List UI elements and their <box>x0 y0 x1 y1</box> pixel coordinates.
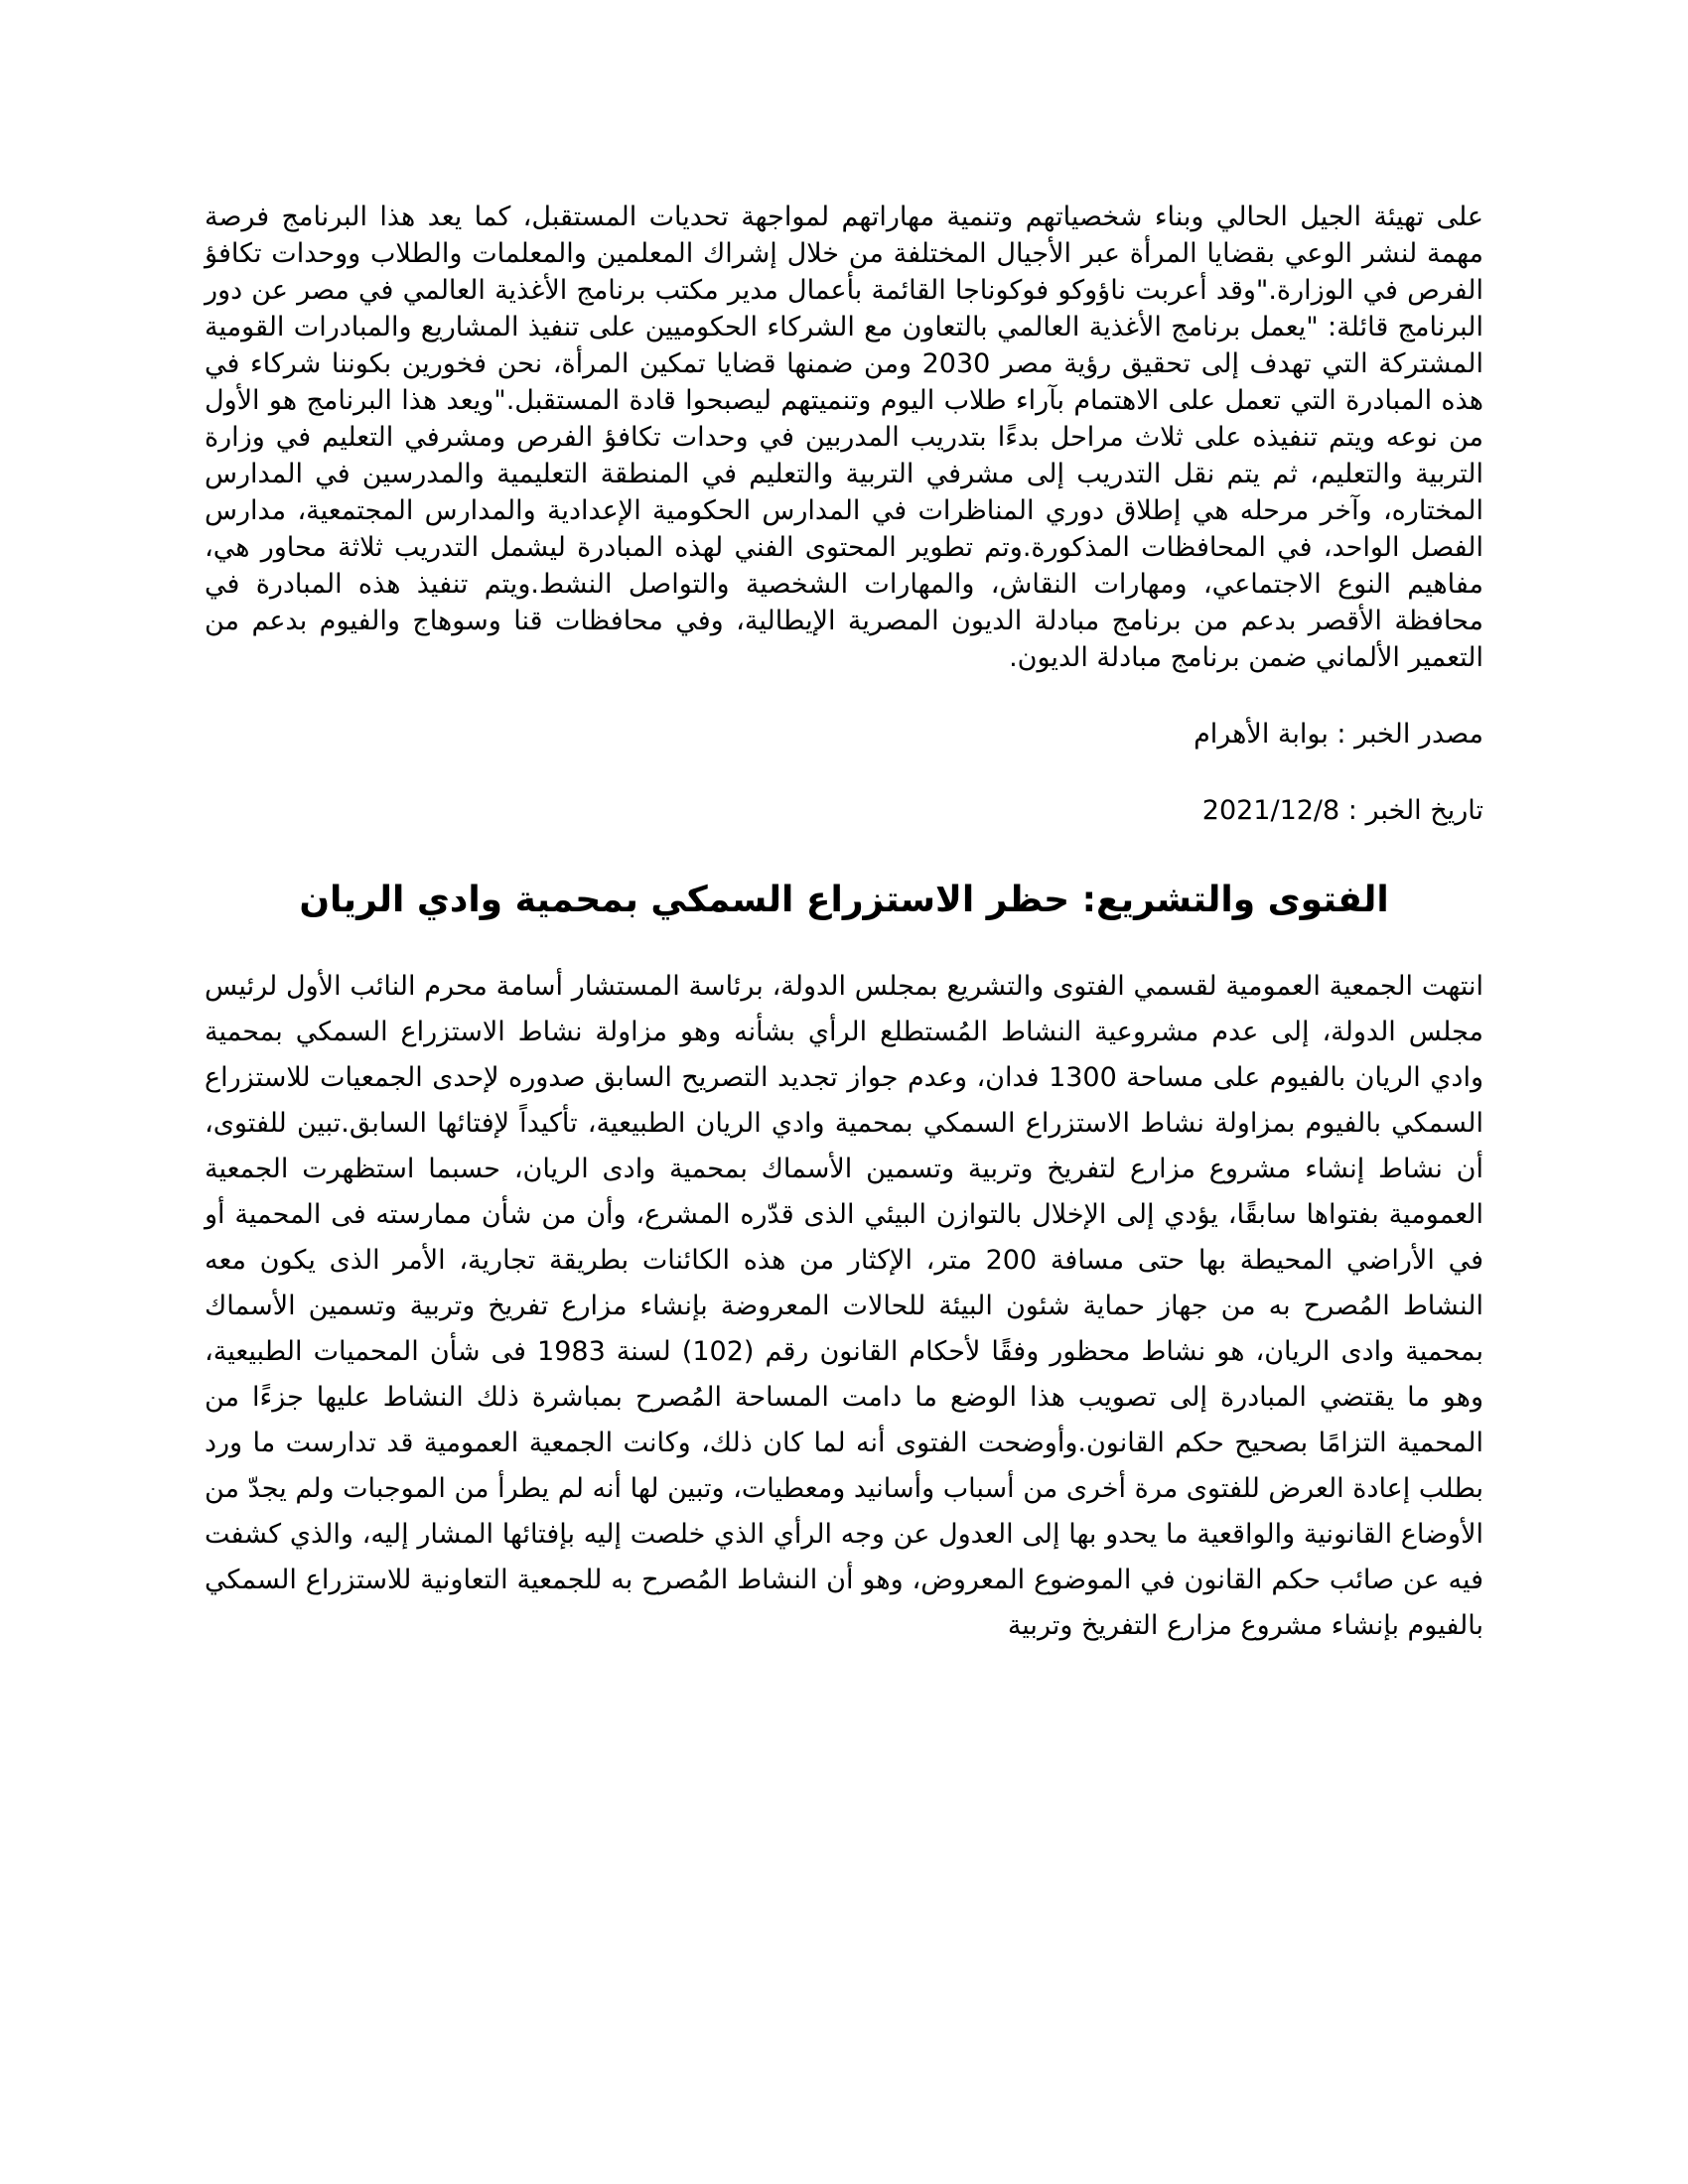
news-date-line: تاريخ الخبر : 2021/12/8 <box>1201 795 1483 826</box>
article-body-paragraph: على تهيئة الجيل الحالي وبناء شخصياتهم وتنمية مهاراتهم لمواجهة تحديات المستقبل، كما يعد هذا البرنامج فرصة مهمة لنشر الوعي بقضايا المرأة عبر الأجيال المختلفة من خلال إشراك المعلمين والمعلمات والطلاب ووحدات تكافؤ الفرص في الوزارة."وقد أعربت ناؤوكو فوكوناجا القائمة بأعمال مدير مكتب برنامج الأغذية العالمي في مصر عن دور البرنامج قائلة: "يعمل برنامج الأغذية العالمي بالتعاون مع الشركاء الحكوميين على تنفيذ المشاريع والمبادرات القومية المشتركة التي تهدف إلى تحقيق رؤية مصر 2030 ومن ضمنها قضايا تمكين المرأة، نحن فخورين بكوننا شركاء في هذه المبادرة التي تعمل على الاهتمام بآراء طلاب اليوم وتنميتهم ليصبحوا قادة المستقبل."ويعد هذا البرنامج هو الأول من نوعه ويتم تنفيذه على ثلاث مراحل بدءًا بتدريب المدربين في وحدات تكافؤ الفرص ومشرفي التعليم في وزارة التربية والتعليم، ثم يتم نقل التدريب إلى مشرفي التربية والتعليم في المنطقة التعليمية والمدرسين في المدارس المختاره، وآخر مرحله هي إطلاق دوري المناظرات في المدارس الحكومية الإعدادية والمدارس المجتمعية، مدارس الفصل الواحد، في المحافظات المذكورة.وتم تطوير المحتوى الفني لهذه المبادرة ليشمل التدريب ثلاثة محاور هي، مفاهيم النوع الاجتماعي، ومهارات النقاش، والمهارات الشخصية والتواصل النشط.ويتم تنفيذ هذه المبادرة في محافظة الأقصر بدعم من برنامج مبادلة الديون المصرية الإيطالية، وفي محافظات قنا وسوهاج والفيوم بدعم من التعمير الألماني ضمن برنامج مبادلة الديون. <box>205 202 1483 673</box>
article-body-paragraph-2: انتهت الجمعية العمومية لقسمي الفتوى والتشريع بمجلس الدولة، برئاسة المستشار أسامة محرم النائب الأول لرئيس مجلس الدولة، إلى عدم مشروعية النشاط المُستطلع الرأي بشأنه وهو مزاولة نشاط الاستزراع السمكي بمحمية وادي الريان بالفيوم على مساحة 1300 فدان، وعدم جواز تجديد التصريح السابق صدوره لإحدى الجمعيات للاستزراع السمكي بالفيوم بمزاولة نشاط الاستزراع السمكي بمحمية وادي الريان الطبيعية، تأكيداً لإفتائها السابق.تبين للفتوى، أن نشاط إنشاء مشروع مزارع لتفريخ وتربية وتسمين الأسماك بمحمية وادى الريان، حسبما استظهرت الجمعية العمومية بفتواها سابقًا، يؤدي إلى الإخلال بالتوازن البيئي الذى قدّره المشرع، وأن من شأن ممارسته فى المحمية أو في الأراضي المحيطة بها حتى مسافة 200 متر، الإكثار من هذه الكائنات بطريقة تجارية، الأمر الذى يكون معه النشاط المُصرح به من جهاز حماية شئون البيئة للحالات المعروضة بإنشاء مزارع تفريخ وتربية وتسمين الأسماك بمحمية وادى الريان، هو نشاط محظور وفقًا لأحكام القانون رقم (102) لسنة 1983 فى شأن المحميات الطبيعية، وهو ما يقتضي المبادرة إلى تصويب هذا الوضع ما دامت المساحة المُصرح بمباشرة ذلك النشاط عليها جزءًا من المحمية التزامًا بصحيح حكم القانون.وأوضحت الفتوى أنه لما كان ذلك، وكانت الجمعية العمومية قد تدارست ما ورد بطلب إعادة العرض للفتوى مرة أخرى من أسباب وأسانيد ومعطيات، وتبين لها أنه لم يطرأ من الموجبات ولم يجدّ من الأوضاع القانونية والواقعية ما يحدو بها إلى العدول عن وجه الرأي الذي خلصت إليه بإفتائها المشار إليه، والذي كشفت فيه عن صائب حكم القانون في الموضوع المعروض، وهو أن النشاط المُصرح به للجمعية التعاونية للاستزراع السمكي بالفيوم بإنشاء مشروع مزارع التفريخ وتربية <box>205 971 1483 1641</box>
news-source-line: مصدر الخبر : بوابة الأهرام <box>1194 719 1483 750</box>
article-headline: الفتوى والتشريع: حظر الاستزراع السمكي بمحمية وادي الريان <box>299 880 1389 920</box>
